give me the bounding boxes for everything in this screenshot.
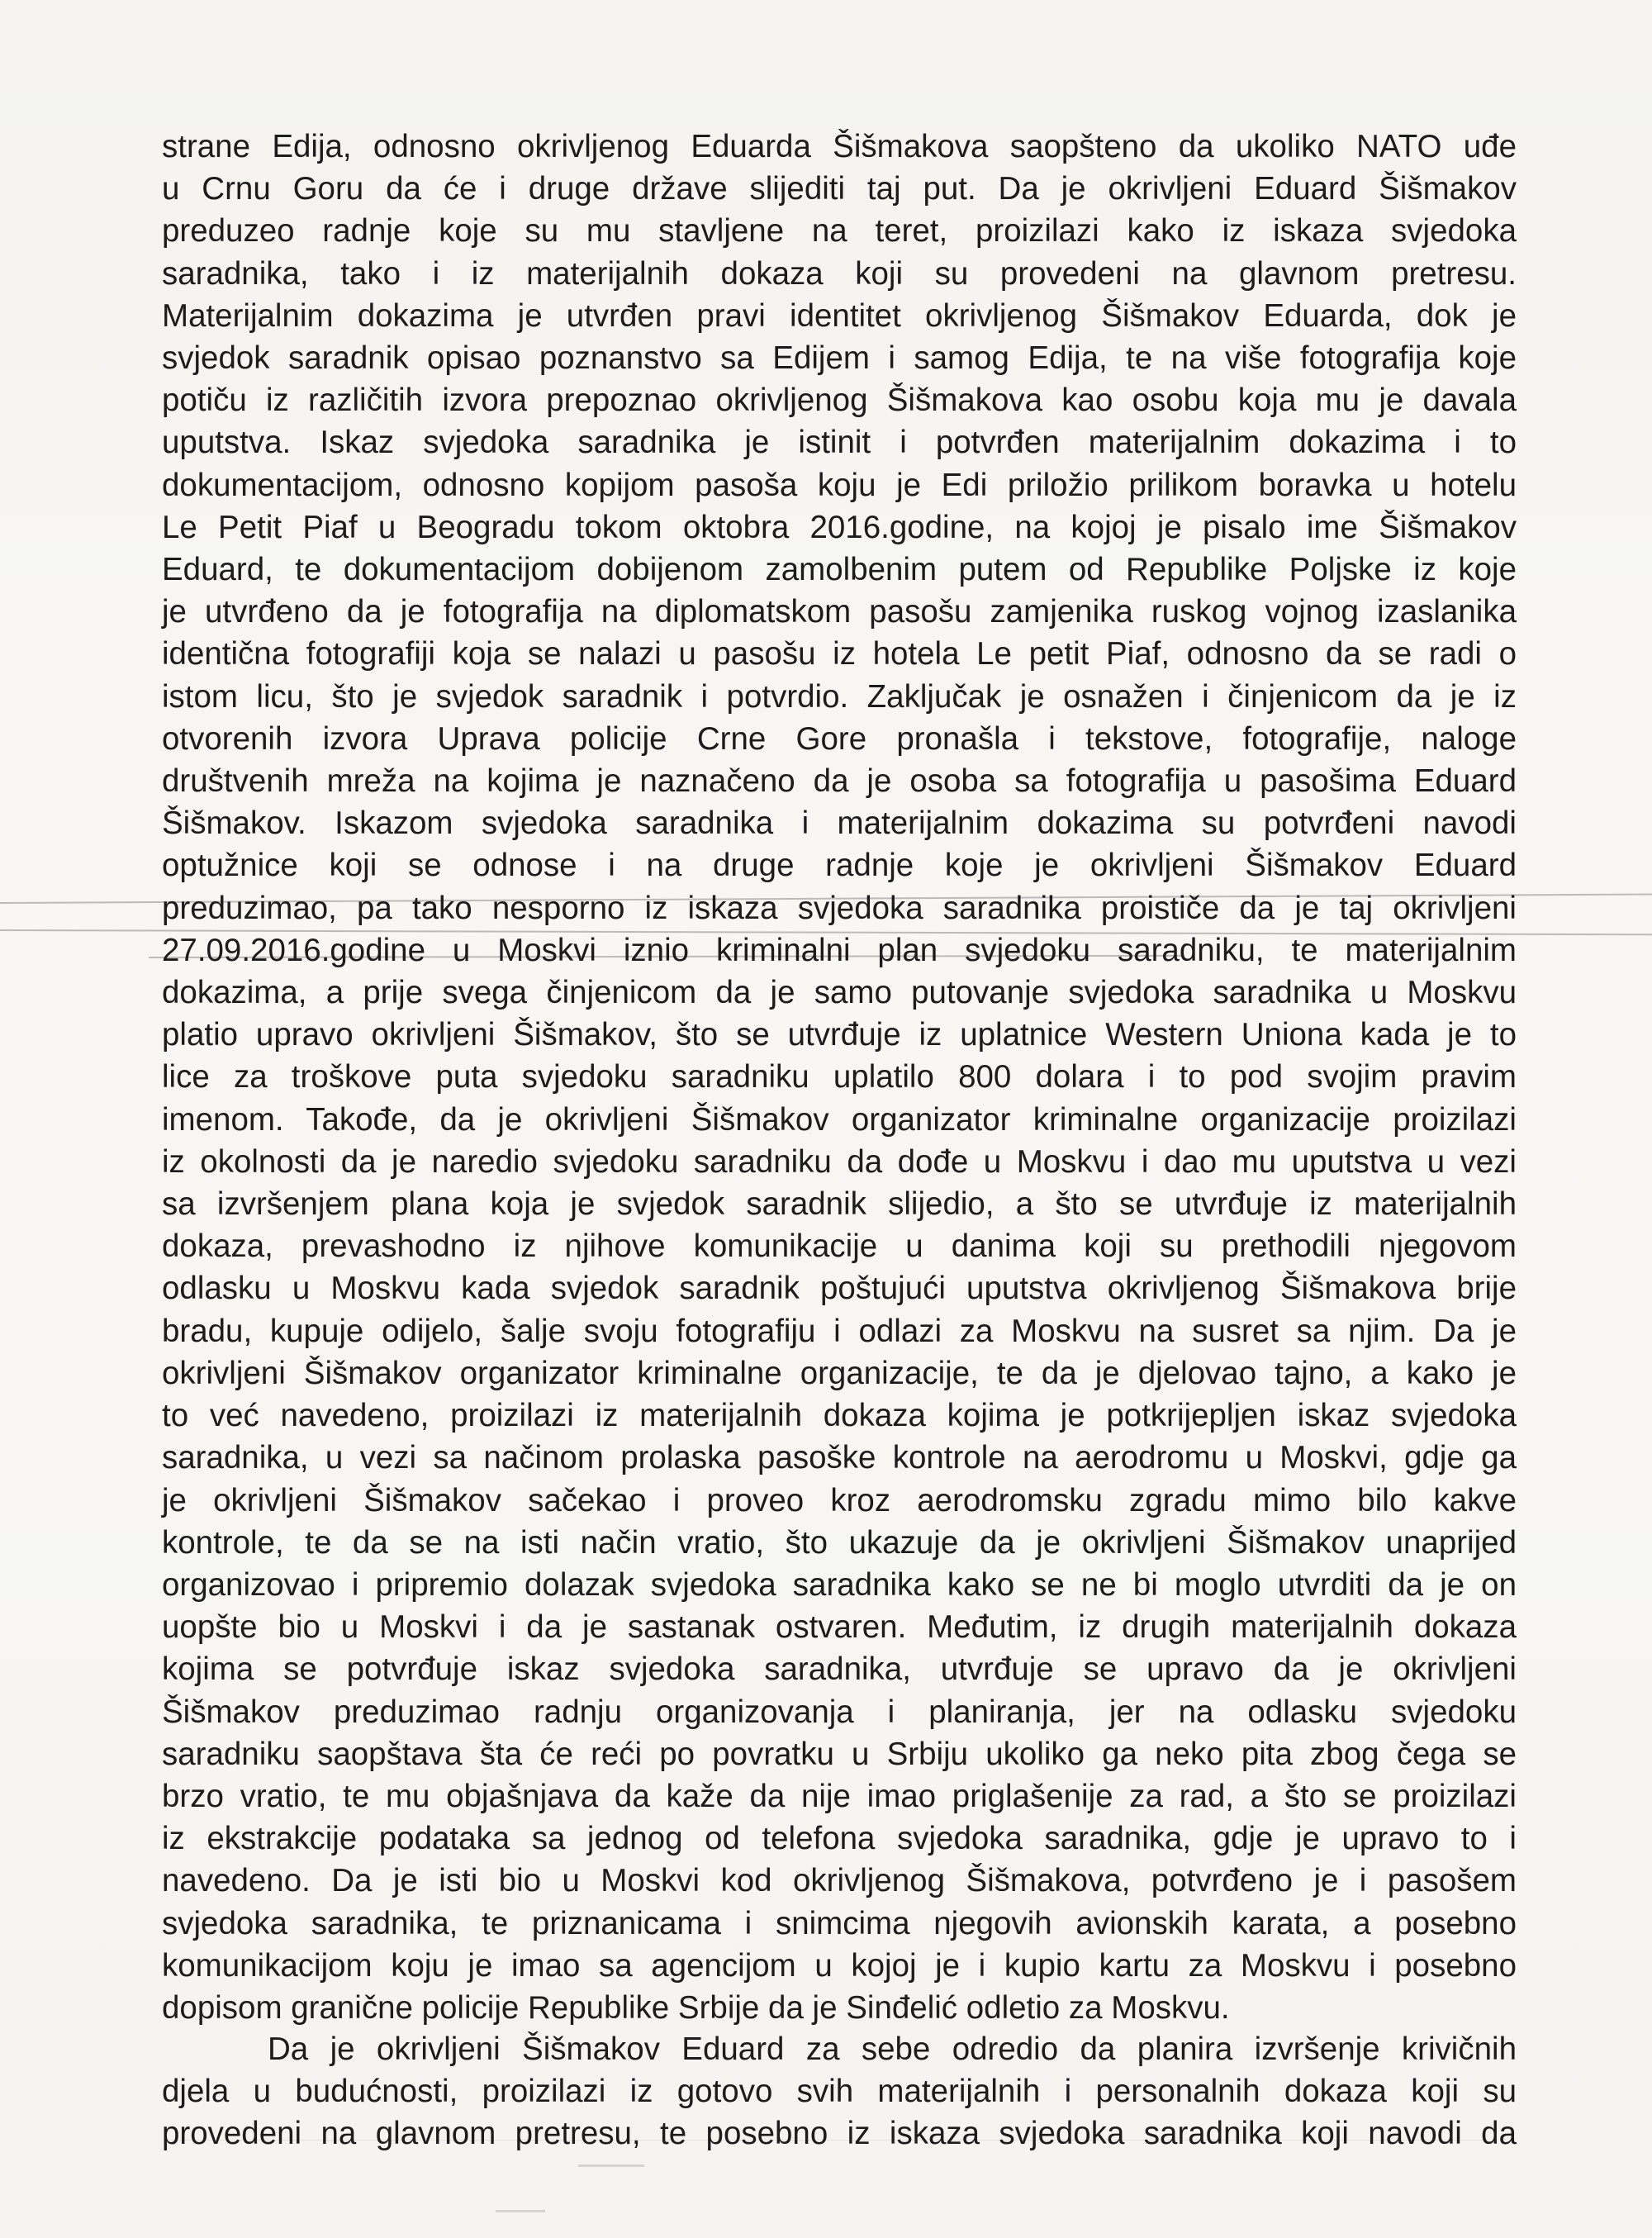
text-line: optužnice koji se odnose i na druge radnje koje je okrivljeni Šišmakov Eduard <box>162 848 1517 884</box>
text-line: potiču iz različitih izvora prepoznao okrivljenog Šišmakova kao osobu koja mu je davala <box>162 383 1517 419</box>
scan-smudge <box>496 2210 545 2212</box>
text-line: djela u budućnosti, proizilazi iz gotovo svih materijalnih i personalnih dokaza koji su <box>162 2074 1517 2110</box>
scan-smudge <box>578 2164 644 2167</box>
text-line: dokumentacijom, odnosno kopijom pasoša koju je Edi priložio prilikom boravka u hotelu <box>162 467 1517 503</box>
text-line: Le Petit Piaf u Beogradu tokom oktobra 2016.godine, na kojoj je pisalo ime Šišmakov <box>162 509 1517 545</box>
text-line: Da je okrivljeni Šišmakov Eduard za sebe odredio da planira izvršenje krivičnih <box>268 2031 1517 2067</box>
text-line: 27.09.2016.godine u Moskvi iznio kriminalni plan svjedoku saradniku, te materijalnim <box>162 932 1517 968</box>
text-line: kojima se potvrđuje iskaz svjedoka saradnika, utvrđuje se upravo da je okrivljeni <box>162 1651 1517 1688</box>
text-line: Materijalnim dokazima je utvrđen pravi identitet okrivljenog Šišmakov Eduarda, dok je <box>162 297 1517 334</box>
text-line: svjedoka saradnika, te priznanicama i snimcima njegovih avionskih karata, a posebno <box>162 1905 1517 1941</box>
text-line: dokazima, a prije svega činjenicom da je samo putovanje svjedoka saradnika u Moskvu <box>162 975 1517 1011</box>
text-line: je okrivljeni Šišmakov sačekao i proveo kroz aerodromsku zgradu mimo bilo kakve <box>162 1482 1517 1518</box>
text-line: okrivljeni Šišmakov organizator kriminalne organizacije, te da je djelovao tajno, a kako je <box>162 1355 1517 1391</box>
text-line: kontrole, te da se na isti način vratio, što ukazuje da je okrivljeni Šišmakov unaprijed <box>162 1524 1517 1561</box>
text-line: dopisom granične policije Republike Srbije da je Sinđelić odletio za Moskvu. <box>162 1989 1230 2026</box>
text-line: saradnika, tako i iz materijalnih dokaza koji su provedeni na glavnom pretresu. <box>162 255 1517 292</box>
text-line: platio upravo okrivljeni Šišmakov, što se utvrđuje iz uplatnice Western Uniona kada je to <box>162 1017 1517 1053</box>
text-line: organizovao i pripremio dolazak svjedoka saradnika kako se ne bi moglo utvrditi da je on <box>162 1566 1517 1603</box>
text-line: svjedok saradnik opisao poznanstvo sa Edijem i samog Edija, te na više fotografija koje <box>162 340 1517 377</box>
text-line: brzo vratio, te mu objašnjava da kaže da nije imao priglašenije za rad, a što se proizilazi <box>162 1778 1517 1814</box>
text-line: lice za troškove puta svjedoku saradniku uplatilo 800 dolara i to pod svojim pravim <box>162 1059 1517 1095</box>
text-line: dokaza, prevashodno iz njihove komunikacije u danima koji su prethodili njegovom <box>162 1228 1517 1265</box>
text-line: istom licu, što je svjedok saradnik i potvrdio. Zaključak je osnažen i činjenicom da je iz <box>162 678 1517 715</box>
text-line: odlasku u Moskvu kada svjedok saradnik poštujući uputstva okrivljenog Šišmakova brije <box>162 1271 1517 1307</box>
text-line: provedeni na glavnom pretresu, te posebno iz iskaza svjedoka saradnika koji navodi da <box>162 2116 1517 2152</box>
text-line: uopšte bio u Moskvi i da je sastanak ostvaren. Međutim, iz drugih materijalnih dokaza <box>162 1609 1517 1646</box>
text-line: je utvrđeno da je fotografija na diplomatskom pasošu zamjenika ruskog vojnog izaslanika <box>162 594 1517 630</box>
text-line: Šišmakov. Iskazom svjedoka saradnika i materijalnim dokazima su potvrđeni navodi <box>162 805 1517 842</box>
body-paragraph <box>162 126 1517 2029</box>
text-line: društvenih mreža na kojima je naznačeno da je osoba sa fotografija u pasošima Eduard <box>162 763 1517 800</box>
text-line: iz ekstrakcije podataka sa jednog od telefona svjedoka saradnika, gdje je upravo to i <box>162 1821 1517 1857</box>
text-line: saradnika, u vezi sa načinom prolaska pasoške kontrole na aerodromu u Moskvi, gdje ga <box>162 1440 1517 1476</box>
text-line: strane Edija, odnosno okrivljenog Eduarda Šišmakova saopšteno da ukoliko NATO uđe <box>162 129 1517 164</box>
text-line: saradniku saopštava šta će reći po povratku u Srbiju ukoliko ga neko pita zbog čega se <box>162 1736 1517 1772</box>
text-line: imenom. Takođe, da je okrivljeni Šišmakov organizator kriminalne organizacije proizilazi <box>162 1101 1517 1138</box>
text-line: navedeno. Da je isti bio u Moskvi kod okrivljenog Šišmakova, potvrđeno je i pasošem <box>162 1863 1517 1899</box>
text-line: preduzimao, pa tako nesporno iz iskaza svjedoka saradnika proističe da je taj okrivljeni <box>162 890 1517 926</box>
text-line: Šišmakov preduzimao radnju organizovanja i planiranja, jer na odlasku svjedoku <box>162 1694 1517 1730</box>
text-line: iz okolnosti da je naredio svjedoku saradniku da dođe u Moskvu i dao mu uputstva u vezi <box>162 1143 1517 1180</box>
text-line: preduzeo radnje koje su mu stavljene na teret, proizilazi kako iz iskaza svjedoka <box>162 213 1517 249</box>
text-line: otvorenih izvora Uprava policije Crne Gore pronašla i tekstove, fotografije, naloge <box>162 720 1517 757</box>
text-line: identična fotografiji koja se nalazi u pasošu iz hotela Le petit Piaf, odnosno da se radi o <box>162 636 1517 672</box>
text-line: u Crnu Goru da će i druge države slijediti taj put. Da je okrivljeni Eduard Šišmakov <box>162 171 1517 207</box>
text-line: uputstva. Iskaz svjedoka saradnika je istinit i potvrđen materijalnim dokazima i to <box>162 425 1517 461</box>
text-line: sa izvršenjem plana koja je svjedok saradnik slijedio, a što se utvrđuje iz materijalnih <box>162 1186 1517 1223</box>
body-paragraph <box>162 2028 1517 2155</box>
text-line: Eduard, te dokumentacijom dobijenom zamolbenim putem od Republike Poljske iz koje <box>162 552 1517 588</box>
text-line: bradu, kupuje odijelo, šalje svoju fotografiju i odlazi za Moskvu na susret sa njim. Da je <box>162 1313 1517 1349</box>
text-line: komunikacijom koju je imao sa agencijom u kojoj je i kupio kartu za Moskvu i posebno <box>162 1947 1517 1984</box>
text-line: to već navedeno, proizilazi iz materijalnih dokaza kojima je potkrijepljen iskaz svjedoka <box>162 1398 1517 1434</box>
